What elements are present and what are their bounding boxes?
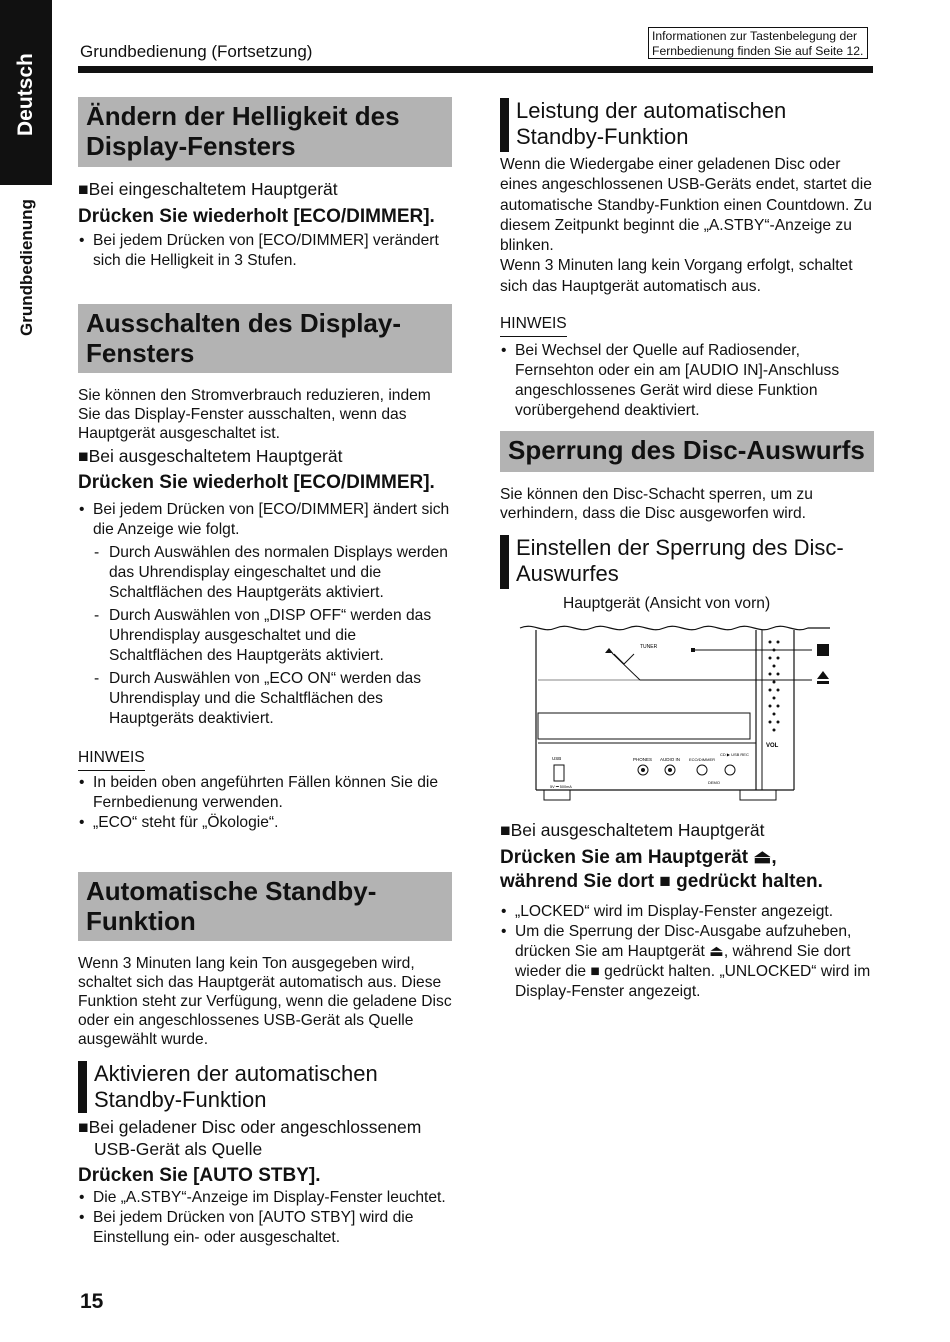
action-lock-2: während Sie dort ■ gedrückt halten.	[500, 871, 823, 892]
note-label: HINWEIS	[78, 748, 145, 771]
text-performance-2: Wenn 3 Minuten lang kein Vorgang erfolgt, schaltet sich das Hauptgerät automatisch aus.	[500, 257, 853, 295]
bullets-lock	[500, 902, 874, 1002]
note-label: HINWEIS	[500, 314, 567, 337]
device-foot-right	[740, 790, 776, 800]
condition-brightness: ■Bei eingeschaltetem Hauptgerät	[78, 179, 338, 199]
condition-display-off: ■Bei ausgeschaltetem Hauptgerät	[78, 446, 343, 466]
speaker-grille	[769, 641, 780, 732]
bullets-auto-standby	[78, 1188, 452, 1248]
page-header-title: Grundbedienung (Fortsetzung)	[80, 42, 313, 61]
section-performance	[500, 98, 874, 421]
section-display-off	[78, 304, 452, 833]
device-foot-left	[544, 790, 570, 800]
eject-callout-icon	[817, 671, 829, 679]
intro-auto-standby: Wenn 3 Minuten lang kein Ton ausgegeben wird, schaltet sich das Hauptgerät automatisch aus. Diese Funktion steht zur Verfügung, wenn die geladene Disc oder ein angeschlossenes USB-Gerät als Quelle ausgewählt wurde.	[78, 955, 452, 1048]
square-bullet-icon: ■	[78, 1117, 89, 1137]
stop-callout-icon	[817, 644, 829, 656]
audio-in-label: AUDIO IN	[660, 757, 681, 762]
list-item: • Die „A.STBY“-Anzeige im Display-Fenster leuchtet.	[78, 1188, 452, 1208]
eco-dimmer-button	[697, 765, 707, 775]
intro-lock: Sie können den Disc-Schacht sperren, um zu verhindern, dass die Disc ausgeworfen wird.	[500, 486, 813, 522]
list-item: • Bei Wechsel der Quelle auf Radiosender, Fernsehton oder ein am [AUDIO IN]-Anschluss angeschlossenes Gerät wird diese Funktion vorübergehend deaktiviert.	[500, 341, 874, 421]
list-item: • In beiden oben angeführten Fällen können Sie die Fernbedienung verwenden.	[78, 773, 452, 813]
heading-lock: Sperrung des Disc-Auswurfs	[500, 431, 874, 472]
square-bullet-icon: ■	[78, 446, 89, 466]
demo-label: DEMO	[708, 780, 720, 785]
cd-usb-rec-label: CD ▶ USB REC	[720, 752, 749, 757]
square-bullet-icon: ■	[78, 179, 89, 199]
square-bullet-icon: ■	[500, 820, 511, 840]
list-item: • Bei jedem Drücken von [ECO/DIMMER] verändert sich die Helligkeit in 3 Stufen.	[78, 231, 452, 271]
eco-dimmer-label: ECO/DIMMER	[689, 757, 715, 762]
header-rule	[78, 66, 873, 73]
condition-lock: ■Bei ausgeschaltetem Hauptgerät	[500, 820, 765, 840]
header-info-box: Informationen zur Tastenbelegung der Fernbedienung finden Sie auf Seite 12.	[648, 27, 868, 59]
tuner-label: TUNER	[640, 644, 658, 650]
phones-label: PHONES	[633, 757, 653, 762]
subheading-auto-standby: Aktivieren der automatischen Standby-Funktion	[78, 1061, 452, 1113]
list-item: • Um die Sperrung der Disc-Ausgabe aufzuheben, drücken Sie am Hauptgerät ⏏, während Sie dort wieder die ■ gedrückt halten. „UNLOCKED“ wird im Display-Fenster angezeigt.	[500, 922, 874, 1002]
heading-auto-standby: Automatische Standby-Funktion	[78, 872, 452, 941]
bullets-brightness	[78, 231, 452, 271]
page-number: 15	[80, 1290, 104, 1313]
stop-button-icon	[691, 648, 695, 652]
device-front-diagram	[512, 620, 842, 810]
section-auto-standby	[78, 872, 452, 1248]
action-brightness: Drücken Sie wiederholt [ECO/DIMMER].	[78, 206, 435, 227]
condition-auto-standby: ■Bei geladener Disc oder angeschlossenem USB-Gerät als Quelle	[78, 1117, 422, 1159]
usb-port	[554, 765, 564, 781]
list-item: - Durch Auswählen von „DISP OFF“ werden das Uhrendisplay ausgeschaltet und die Schaltflächen des Hauptgeräts aktiviert.	[78, 606, 452, 666]
list-item: • Bei jedem Drücken von [AUTO STBY] wird die Einstellung ein- oder ausgeschaltet.	[78, 1208, 452, 1248]
action-auto-standby: Drücken Sie [AUTO STBY].	[78, 1165, 321, 1186]
subheading-performance: Leistung der automatischen Standby-Funktion	[500, 98, 874, 152]
notes-performance	[500, 341, 874, 421]
list-item: • „LOCKED“ wird im Display-Fenster angezeigt.	[500, 902, 874, 922]
cd-usb-rec-button	[725, 765, 735, 775]
sub-list-display-off	[78, 543, 452, 729]
action-display-off: Drücken Sie wiederholt [ECO/DIMMER].	[78, 472, 435, 493]
heading-brightness: Ändern der Helligkeit des Display-Fensters	[78, 97, 452, 167]
list-item: • „ECO“ steht für „Ökologie“.	[78, 813, 452, 833]
heading-display-off: Ausschalten des Display-Fensters	[78, 304, 452, 373]
section-brightness	[78, 97, 452, 271]
vol-label: VOL	[766, 743, 779, 749]
list-item: • Bei jedem Drücken von [ECO/DIMMER] ändert sich die Anzeige wie folgt.	[78, 500, 452, 540]
text-performance-1: Wenn die Wiedergabe einer geladenen Disc oder eines angeschlossenen USB-Geräts endet, startet die automatische Standby-Funktion einen Countdown. Zu diesem Zeitpunkt beginnt die „A.STBY“-Anzeige zu blinken.	[500, 156, 872, 255]
action-lock-1: Drücken Sie am Hauptgerät ⏏,	[500, 847, 777, 868]
list-item: - Durch Auswählen von „ECO ON“ werden das Uhrendisplay und die Schaltflächen des Hauptgeräts deaktiviert.	[78, 669, 452, 729]
eject-button-icon	[605, 648, 613, 653]
section-tab-label: Grundbedienung	[17, 199, 36, 336]
intro-display-off: Sie können den Stromverbrauch reduzieren, indem Sie das Display-Fenster ausschalten, wenn das Hauptgerät ausgeschaltet ist.	[78, 387, 431, 442]
language-tab-label: Deutsch	[14, 53, 37, 137]
subheading-lock: Einstellen der Sperrung des Disc-Auswurfes	[500, 535, 874, 589]
diagram-caption: Hauptgerät (Ansicht von vorn)	[563, 595, 771, 612]
usb-spec-label: 5V ⎓ 500mA	[550, 785, 572, 789]
section-lock	[500, 431, 874, 589]
notes-display-off	[78, 773, 452, 833]
list-item: - Durch Auswählen des normalen Displays werden das Uhrendisplay eingeschaltet und die Schaltflächen des Hauptgeräts aktiviert.	[78, 543, 452, 603]
section-lock-steps	[500, 819, 874, 1002]
bullets-display-off	[78, 500, 452, 540]
usb-label: USB	[552, 756, 562, 761]
